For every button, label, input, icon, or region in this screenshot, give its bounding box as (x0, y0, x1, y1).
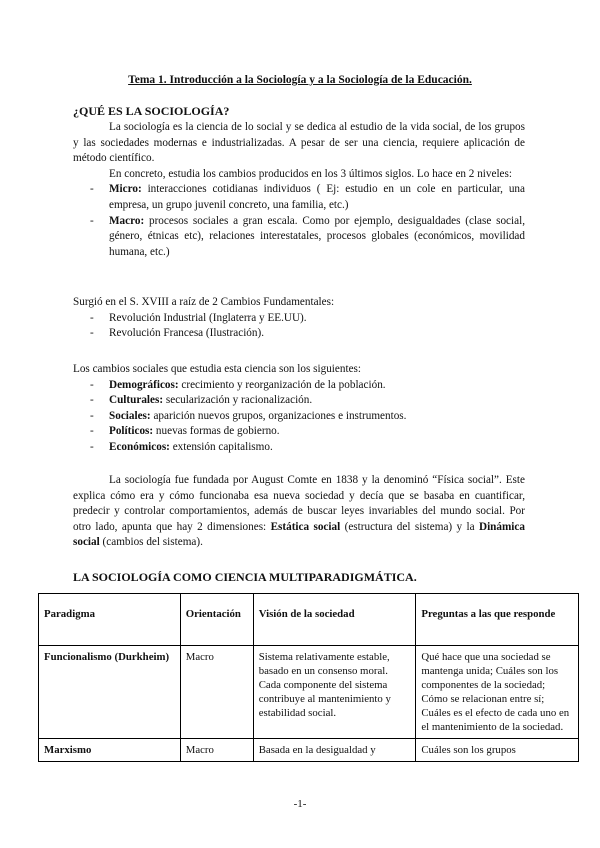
list-item-cultural (73, 393, 525, 409)
section-heading-multiparadigmatic: LA SOCIOLOGÍA COMO CIENCIA MULTIPARADIGMÁTICA. (73, 570, 417, 584)
list-item-social (73, 409, 525, 425)
dash-bullet: - (90, 440, 94, 453)
dash-bullet: - (90, 425, 94, 438)
dash-bullet: - (90, 394, 94, 407)
list-item-industrial-revolution (73, 311, 525, 327)
list-item-political (73, 424, 525, 440)
dash-bullet: - (90, 409, 94, 422)
term-static-social: Estática social (270, 520, 341, 533)
change-text: nuevas formas de gobierno. (153, 425, 280, 438)
paragraph-definition: La sociología es la ciencia de lo social y se dedica al estudio de la vida social, de los grupos y las sociedades modernas e industrializadas. A pesar de ser una ciencia, requiere aplicación de método científico. (73, 121, 525, 165)
table-header-row (39, 594, 579, 646)
cell-paradigm: Funcionalismo (Durkheim) (39, 646, 181, 739)
list-item-macro (73, 214, 525, 261)
fundamental-changes-list (73, 311, 525, 342)
level-label: Micro: (109, 183, 142, 196)
change-text: extensión capitalismo. (169, 440, 273, 453)
dash-bullet: - (90, 183, 94, 196)
list-item-french-revolution (73, 326, 525, 342)
list-item-economic (73, 440, 525, 456)
change-text: Revolución Francesa (Ilustración). (109, 327, 265, 340)
table-row (39, 739, 579, 762)
dash-bullet: - (90, 327, 94, 340)
page-number: -1- (293, 798, 307, 810)
header-orientation: Orientación (180, 594, 253, 646)
change-label: Demográficos: (109, 378, 179, 391)
level-text: interacciones cotidianas individuos ( Ej: estudio en un cole en particular, una empresa, un grupo juvenil concreto, una familia, etc.) (109, 183, 525, 211)
header-questions: Preguntas a las que responde (416, 594, 579, 646)
cell-orientation: Macro (180, 739, 253, 762)
dash-bullet: - (90, 214, 94, 227)
section1-body (73, 120, 525, 260)
cell-questions: Cuáles son los grupos (416, 739, 579, 762)
term-dynamic-social: Dinámica social (73, 520, 525, 549)
change-label: Sociales: (109, 409, 151, 422)
origins-block (73, 295, 525, 342)
cell-orientation: Macro (180, 646, 253, 739)
cell-paradigm: Marxismo (39, 739, 181, 762)
dash-bullet: - (90, 311, 94, 324)
change-text: secularización y racionalización. (163, 394, 313, 407)
levels-list (73, 182, 525, 260)
cell-questions: Qué hace que una sociedad se mantenga unida; Cuáles son los componentes de la sociedad; Cómo se relacionan entre sí; Cuáles es el efecto de cada uno en el mantenimiento de la sociedad. (416, 646, 579, 739)
paragraph-social-changes-intro: Los cambios sociales que estudia esta ciencia son los siguientes: (73, 363, 362, 375)
social-changes-block (73, 362, 525, 456)
header-paradigm: Paradigma (39, 594, 181, 646)
level-text: procesos sociales a gran escala. Como por ejemplo, desigualdades (clase social, género, étnicas etc), relaciones interestatales, procesos globales (económicos, movilidad humana, etc.) (109, 214, 525, 258)
level-label: Macro: (109, 214, 145, 227)
change-label: Políticos: (109, 425, 154, 438)
change-label: Culturales: (109, 394, 164, 407)
dash-bullet: - (90, 378, 94, 391)
paragraph-levels-intro: En concreto, estudia los cambios producidos en los 3 últimos siglos. Lo hace en 2 niveles: (109, 167, 512, 180)
cell-vision: Basada en la desigualdad y (253, 739, 416, 762)
paragraph-origins: Surgió en el S. XVIII a raíz de 2 Cambios Fundamentales: (73, 296, 335, 308)
change-text: crecimiento y reorganización de la población. (178, 378, 386, 391)
cell-vision: Sistema relativamente estable, basado en un consenso moral. Cada componente del sistema contribuye al mantenimiento y estabilidad social. (253, 646, 416, 739)
change-text: Revolución Industrial (Inglaterra y EE.UU). (109, 311, 307, 324)
list-item-demographic (73, 378, 525, 394)
change-text: aparición nuevos grupos, organizaciones e instrumentos. (150, 409, 407, 422)
section-heading-what-is-sociology: ¿QUÉ ES LA SOCIOLOGÍA? (73, 104, 230, 118)
header-vision: Visión de la sociedad (253, 594, 416, 646)
paragraph-founder: La sociología fue fundada por August Comte en 1838 y la denominó “Física social”. Este explica cómo era y cómo funcionaba esa nueva sociedad y decía que se basaba en cuantificar, predecir y controlar comportamientos, además de buscar leyes invariables del mundo social. Por otro lado, apunta que hay 2 dimensiones: Estática social (estructura del sistema) y la Dinámica social (cambios del sistema). (73, 474, 525, 549)
table-row (39, 646, 579, 739)
paradigms-table (38, 593, 579, 762)
list-item-micro (73, 182, 525, 213)
document-title: Tema 1. Introducción a la Sociología y a la Sociología de la Educación. (128, 74, 472, 86)
change-label: Económicos: (109, 440, 170, 453)
social-changes-list (73, 378, 525, 456)
founder-block (73, 473, 525, 551)
